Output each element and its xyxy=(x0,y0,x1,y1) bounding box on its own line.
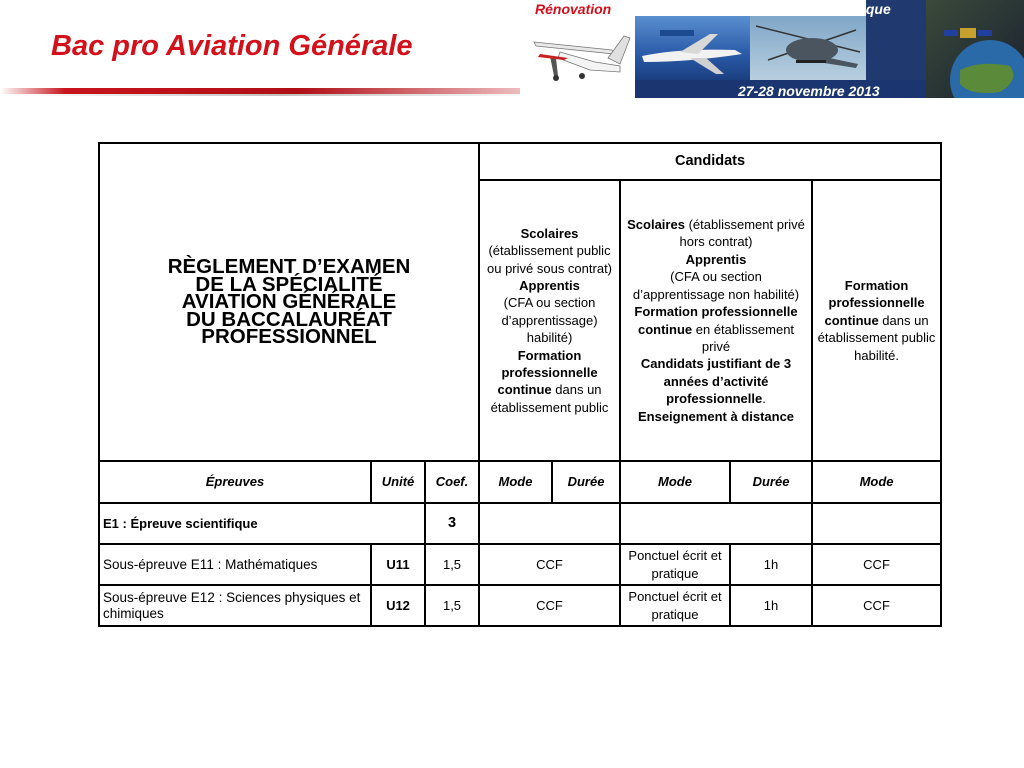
table-row xyxy=(99,503,941,544)
page-title: Bac pro Aviation Générale xyxy=(51,30,413,62)
empty-cell xyxy=(812,503,941,544)
mode-cell: Ponctuel écrit et pratique xyxy=(620,585,730,626)
exam-regulation-table xyxy=(98,142,942,627)
table-main-title xyxy=(99,143,479,461)
apprentis-label: Apprentis xyxy=(519,277,580,293)
scolaires-detail: (établissement privé hors contrat) xyxy=(679,217,805,250)
formation-label: Formation professionnelle continue xyxy=(824,277,925,328)
formation-detail: en établissement privé xyxy=(692,321,795,354)
header-mode: Mode xyxy=(479,461,552,503)
main-title-line: DE LA SPÉCIALITÉ xyxy=(195,272,383,296)
header-coef: Coef. xyxy=(425,461,479,503)
mode-cell: CCF xyxy=(479,585,620,626)
formation-detail: dans un établissement public xyxy=(490,382,609,415)
enseignement-distance-label: Enseignement à distance xyxy=(637,408,795,424)
table-row xyxy=(99,585,941,626)
scolaires-label: Scolaires xyxy=(627,217,685,233)
apprentis-detail: (CFA ou section d’apprentissage non habilité) xyxy=(632,269,800,302)
duree-cell: 1h xyxy=(730,585,812,626)
main-title-line: PROFESSIONNEL xyxy=(201,325,377,349)
formation-detail: dans un établissement public habilité. xyxy=(817,312,936,363)
e1-coef: 3 xyxy=(425,503,479,544)
header-mode: Mode xyxy=(620,461,730,503)
candidates-public-column xyxy=(479,180,620,461)
duree-cell: 1h xyxy=(730,544,812,585)
scolaires-detail: (établissement public ou privé sous contrat) xyxy=(487,243,613,276)
banner-title-rest: de la filière de formation en Aéronautique xyxy=(611,1,891,17)
e1-label: E1 : Épreuve scientifique xyxy=(99,503,425,544)
scolaires-label: Scolaires xyxy=(520,225,579,241)
epreuve-cell: Sous-épreuve E12 : Sciences physiques et chimiques xyxy=(99,585,371,626)
apprentis-detail: (CFA ou section d’apprentissage) habilité) xyxy=(501,295,598,346)
table-row xyxy=(99,544,941,585)
header-unite: Unité xyxy=(371,461,425,503)
mode-cell: CCF xyxy=(479,544,620,585)
header-mode: Mode xyxy=(812,461,941,503)
candidates-private-column xyxy=(620,180,812,461)
header-epreuves: Épreuves xyxy=(99,461,371,503)
banner-date: 27-28 novembre 2013 xyxy=(738,83,880,99)
candidats-header: Candidats xyxy=(479,143,941,180)
banner-title xyxy=(535,1,891,17)
mode-cell: CCF xyxy=(812,544,941,585)
title-underline-shadow xyxy=(20,94,540,96)
empty-cell xyxy=(620,503,812,544)
candidates-continuing-column xyxy=(812,180,941,461)
mode-cell: Ponctuel écrit et pratique xyxy=(620,544,730,585)
header-duree: Durée xyxy=(730,461,812,503)
mode-cell: CCF xyxy=(812,585,941,626)
apprentis-label: Apprentis xyxy=(685,251,747,267)
coef-cell: 1,5 xyxy=(425,544,479,585)
formation-label: Formation professionnelle continue xyxy=(634,304,798,337)
header-duree: Durée xyxy=(552,461,620,503)
unite-cell: U11 xyxy=(371,544,425,585)
main-title-line: DU BACCALAURÉAT xyxy=(186,307,392,331)
coef-cell: 1,5 xyxy=(425,585,479,626)
epreuve-cell: Sous-épreuve E11 : Mathématiques xyxy=(99,544,371,585)
candidats-experience-label: Candidats justifiant de 3 années d’activité professionnelle xyxy=(640,356,792,407)
formation-label: Formation professionnelle continue xyxy=(497,347,598,398)
empty-cell xyxy=(479,503,620,544)
unite-cell: U12 xyxy=(371,585,425,626)
banner-title-highlight: Rénovation xyxy=(535,1,612,17)
main-title-line: AVIATION GÉNÉRALE xyxy=(181,290,397,314)
candidats-experience-end: . xyxy=(762,391,766,407)
main-title-line: RÈGLEMENT D’EXAMEN xyxy=(167,255,411,279)
